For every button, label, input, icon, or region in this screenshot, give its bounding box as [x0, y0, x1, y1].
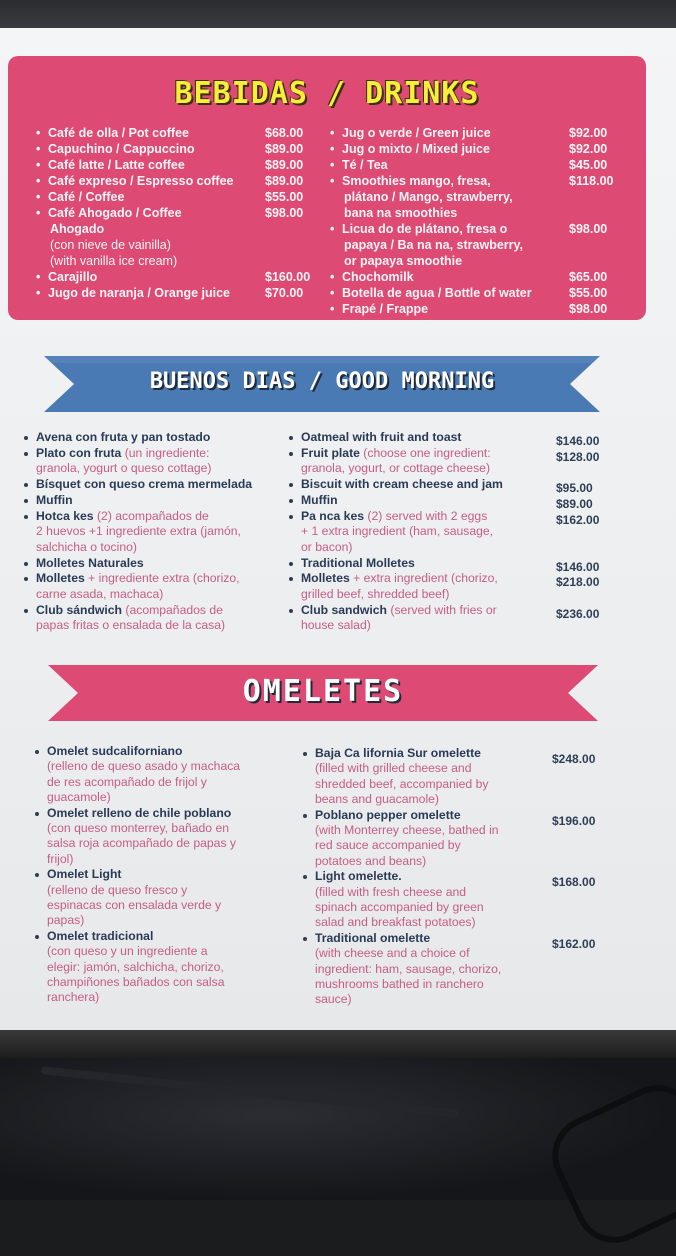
drink-name: Chochomilk	[342, 270, 414, 284]
bullet: •	[330, 270, 335, 284]
item-description: (served with fries or	[387, 602, 497, 617]
morning-item	[301, 556, 415, 572]
good-morning-ribbon	[44, 353, 600, 415]
drink-name: Carajillo	[48, 270, 98, 284]
morning-item	[301, 603, 497, 619]
item-name: Omelet sudcaliforniano	[47, 744, 183, 758]
bullet-icon	[289, 609, 293, 613]
item-name: Poblano pepper omelette	[315, 807, 461, 822]
item-name: Club sandwich	[301, 602, 387, 617]
item-description-line: 2 huevos +1 ingrediente extra (jamón,	[36, 524, 241, 539]
omelets-item	[47, 929, 153, 945]
item-description-line: salad and breakfast potatoes)	[315, 915, 476, 930]
bullet-icon	[35, 812, 39, 816]
drink-item	[36, 125, 189, 141]
bullet-icon	[289, 436, 293, 440]
item-name: Oatmeal with fruit and toast	[301, 430, 462, 444]
drink-price: $89.00	[265, 174, 304, 188]
bullet: •	[330, 286, 335, 300]
morning-item	[301, 571, 498, 587]
item-description-line: (relleno de queso fresco y	[47, 882, 188, 897]
item-description-line: elegir: jamón, salchicha, chorizo,	[47, 959, 224, 974]
bullet: •	[330, 142, 335, 156]
drink-subtext: or papaya smoothie	[344, 254, 463, 268]
bullet-icon	[289, 515, 293, 519]
drinks-title: BEBIDAS / DRINKS	[174, 76, 480, 111]
drink-name: Café expreso / Espresso coffee	[48, 174, 234, 188]
drink-name: Frapé / Frappe	[342, 302, 429, 316]
item-description-line: shredded beef, accompanied by	[315, 776, 489, 791]
bullet-icon	[24, 609, 28, 613]
item-price: $146.00	[556, 434, 600, 448]
morning-item	[36, 446, 209, 462]
item-description: (2) acompañados de	[93, 508, 209, 523]
bullet-icon	[289, 562, 293, 566]
item-description-line: mushrooms bathed in ranchero	[315, 977, 484, 991]
item-description-line: potatoes and beans)	[315, 853, 427, 868]
item-name: Baja Ca lifornia Sur omelette	[315, 746, 481, 760]
bullet-icon	[303, 752, 307, 756]
bullet-icon	[289, 499, 293, 503]
omelets-item	[315, 931, 430, 947]
drink-item	[330, 173, 491, 189]
bullet-icon	[24, 562, 28, 566]
drink-price: $89.00	[265, 142, 304, 156]
item-description-line: + 1 extra ingredient (ham, sausage,	[301, 524, 494, 539]
item-description-line: espinacas con ensalada verde y	[47, 898, 222, 912]
item-name: Muffin	[36, 492, 73, 507]
item-description: + extra ingredient (chorizo,	[349, 571, 498, 586]
drink-price: $160.00	[265, 270, 311, 284]
drink-item	[36, 173, 234, 189]
item-description-line: carne asada, machaca)	[36, 587, 164, 601]
item-name: Traditional omelette	[315, 930, 431, 945]
drink-name: Café latte / Latte coffee	[48, 158, 185, 172]
item-description-line: red sauce accompanied by	[315, 838, 461, 853]
omelets-item	[315, 746, 481, 762]
item-name: Bísquet con queso crema mermelada	[36, 477, 253, 492]
drink-price: $92.00	[569, 126, 608, 140]
drink-item	[330, 157, 388, 173]
item-description-line: spinach accompanied by green	[315, 900, 484, 914]
item-description: (acompañados de	[122, 602, 223, 617]
item-description-line: frijol)	[47, 851, 74, 866]
item-price: $89.00	[556, 496, 593, 511]
drink-subtext: bana na smoothies	[344, 206, 458, 220]
item-name: Hotca kes	[36, 508, 94, 523]
drink-item	[330, 141, 490, 157]
bullet-icon	[35, 935, 39, 939]
omelets-item	[47, 806, 231, 822]
drink-name: Jugo de naranja / Orange juice	[48, 286, 230, 300]
drink-price: $92.00	[569, 142, 608, 156]
drink-item	[330, 301, 428, 317]
item-name: Molletes Naturales	[36, 555, 144, 570]
drink-subtext: papaya / Ba na na, strawberry,	[344, 238, 524, 252]
item-name: Club sándwich	[36, 602, 122, 617]
morning-item	[36, 571, 240, 587]
item-description-line: granola, yogurt, or cottage cheese)	[301, 461, 491, 476]
background-bag	[0, 1058, 676, 1200]
drink-subtext: (with vanilla ice cream)	[50, 254, 178, 268]
item-description-line: papas fritas o ensalada de la casa)	[36, 618, 226, 633]
drink-price: $55.00	[569, 286, 608, 300]
item-name: Light omelette.	[315, 869, 402, 884]
omelets-ribbon	[48, 662, 598, 724]
bullet: •	[330, 174, 335, 188]
drink-item	[36, 205, 182, 221]
item-name: Molletes	[36, 571, 85, 586]
item-description-line: ranchera)	[47, 990, 100, 1005]
bullet-icon	[24, 436, 28, 440]
item-price: $218.00	[556, 575, 600, 590]
drink-item	[36, 157, 185, 173]
bullet-icon	[35, 750, 39, 754]
item-name: Omelet tradicional	[47, 928, 154, 943]
item-description-line: (filled with grilled cheese and	[315, 761, 472, 776]
item-name: Omelet Light	[47, 867, 122, 882]
bullet: •	[330, 158, 335, 172]
drink-subtext: Ahogado	[50, 222, 105, 236]
item-name: Omelet relleno de chile poblano	[47, 805, 232, 820]
drink-price: $98.00	[265, 206, 304, 220]
morning-item	[301, 430, 462, 446]
drink-price: $98.00	[569, 302, 608, 316]
item-name: Avena con fruta y pan tostado	[36, 430, 211, 444]
drink-name: Té / Tea	[342, 158, 388, 172]
drink-price: $55.00	[265, 190, 304, 204]
item-name: Pa nca kes	[301, 508, 365, 523]
item-description-line: sauce)	[315, 992, 352, 1007]
drink-price: $70.00	[265, 286, 304, 300]
drink-name: Café Ahogado / Coffee	[48, 206, 182, 220]
item-description-line: (with Monterrey cheese, bathed in	[315, 823, 499, 837]
item-description: + ingrediente extra (chorizo,	[84, 571, 240, 586]
item-description-line: (with cheese and a choice of	[315, 946, 470, 961]
item-description-line: salchicha o tocino)	[36, 539, 137, 554]
bullet-icon	[24, 499, 28, 503]
drink-price: $98.00	[569, 222, 608, 236]
bullet-icon	[303, 814, 307, 818]
bullet: •	[330, 126, 335, 140]
bullet: •	[36, 206, 41, 220]
item-name: Plato con fruta	[36, 445, 122, 460]
item-description-line: (relleno de queso asado y machaca	[47, 759, 241, 774]
morning-item	[36, 556, 144, 572]
binder-edge	[0, 1030, 676, 1060]
item-name: Biscuit with cream cheese and jam	[301, 477, 503, 492]
item-description-line: grilled beef, shredded beef)	[301, 587, 450, 601]
drink-item	[330, 125, 491, 141]
drink-name: Café de olla / Pot coffee	[48, 126, 190, 140]
morning-item	[301, 493, 338, 509]
drink-name: Smoothies mango, fresa,	[342, 174, 491, 188]
bullet: •	[36, 158, 41, 172]
item-description-line: granola, yogurt o queso cottage)	[36, 461, 212, 476]
morning-item	[301, 509, 487, 525]
morning-item	[36, 477, 252, 493]
bullet: •	[36, 142, 41, 156]
drink-name: Botella de agua / Bottle of water	[342, 286, 532, 300]
item-description: (2) served with 2 eggs	[364, 508, 488, 523]
morning-item	[36, 430, 210, 446]
item-price: $128.00	[556, 449, 600, 464]
drink-price: $65.00	[569, 270, 608, 284]
item-name: Fruit plate	[301, 445, 360, 460]
item-description-line: (con queso monterrey, bañado en	[47, 821, 230, 835]
item-name: Traditional Molletes	[301, 555, 415, 570]
item-description-line: guacamole)	[47, 790, 111, 805]
bullet: •	[36, 286, 41, 300]
drink-item	[36, 269, 97, 285]
item-description-line: beans and guacamole)	[315, 792, 439, 807]
item-description-line: (con queso y un ingrediente a	[47, 944, 208, 959]
item-description-line: champiñones bañados con salsa	[47, 975, 225, 989]
morning-item	[301, 477, 503, 493]
bullet-icon	[24, 452, 28, 456]
drink-price: $118.00	[569, 174, 614, 188]
drink-item	[330, 285, 532, 301]
item-price: $236.00	[556, 606, 600, 621]
bullet: •	[330, 222, 335, 236]
background-top	[0, 0, 676, 30]
morning-item	[36, 603, 223, 619]
drink-subtext: (con nieve de vainilla)	[50, 238, 171, 252]
item-description-line: de res acompañado de frijol y	[47, 774, 207, 789]
omelets-item	[315, 869, 402, 885]
item-price: $248.00	[552, 752, 596, 766]
omelets-item	[47, 867, 121, 883]
morning-item	[36, 509, 209, 525]
item-description: (choose one ingredient:	[359, 445, 491, 460]
item-description-line: (filled with fresh cheese and	[315, 884, 467, 899]
drink-name: Licua do de plátano, fresa o	[342, 222, 508, 236]
omelets-title: OMELETES	[242, 674, 404, 709]
item-price: $95.00	[556, 481, 593, 496]
item-price: $196.00	[552, 813, 596, 828]
item-description-line: house salad)	[301, 618, 371, 633]
drink-name: Jug o mixto / Mixed juice	[342, 142, 490, 156]
good-morning-title: BUENOS DIAS / GOOD MORNING	[149, 369, 495, 394]
bullet: •	[36, 174, 41, 188]
drink-name: Capuchino / Cappuccino	[48, 142, 195, 156]
item-description-line: salsa roja acompañado de papas y	[47, 836, 237, 851]
bullet: •	[36, 126, 41, 140]
bullet-icon	[303, 937, 307, 941]
drink-price: $89.00	[265, 158, 304, 172]
omelets-item	[315, 808, 461, 824]
drink-item	[36, 285, 230, 301]
item-price: $162.00	[556, 512, 600, 527]
item-description: (un ingrediente:	[121, 445, 210, 460]
item-description-line: or bacon)	[301, 539, 353, 554]
drink-item	[36, 141, 195, 157]
bullet-icon	[24, 515, 28, 519]
item-description-line: ingredient: ham, sausage, chorizo,	[315, 961, 502, 976]
bullet: •	[36, 270, 41, 284]
drink-item	[330, 221, 507, 237]
drink-price: $45.00	[569, 158, 608, 172]
morning-item	[36, 493, 73, 509]
item-description-line: papas)	[47, 913, 85, 928]
drink-subtext: plátano / Mango, strawberry,	[344, 190, 513, 204]
omelets-item	[47, 744, 182, 760]
drink-name: Jug o verde / Green juice	[342, 126, 491, 140]
item-name: Molletes	[301, 571, 350, 586]
bullet: •	[36, 190, 41, 204]
item-price: $162.00	[552, 936, 596, 951]
drink-name: Café / Coffee	[48, 190, 125, 204]
bullet-icon	[289, 452, 293, 456]
drink-price: $68.00	[265, 126, 304, 140]
morning-item	[301, 446, 491, 462]
bullet: •	[330, 302, 335, 316]
item-name: Muffin	[301, 492, 338, 507]
item-price: $146.00	[556, 559, 600, 574]
item-price: $168.00	[552, 875, 596, 890]
drink-item	[330, 269, 414, 285]
drink-item	[36, 189, 124, 205]
